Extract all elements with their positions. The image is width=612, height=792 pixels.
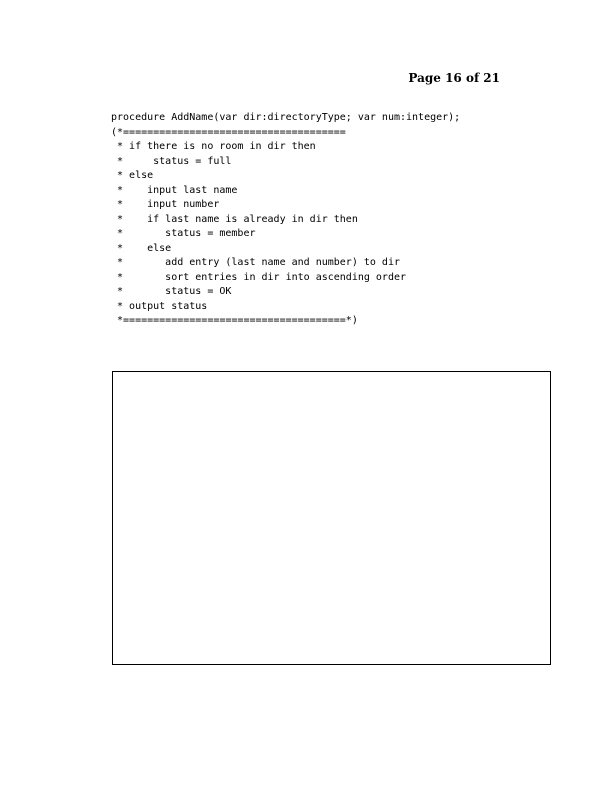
code-line-7: * input number (111, 199, 220, 210)
code-line-15: *=====================================*) (111, 315, 358, 326)
code-line-9: * status = member (111, 228, 256, 239)
code-line-6: * input last name (111, 184, 238, 196)
code-line-12: * sort entries in dir into ascending order (111, 271, 407, 283)
code-line-13: * status = OK (111, 286, 232, 297)
code-line-8: * if last name is already in dir then (111, 213, 358, 225)
code-line-11: * add entry (last name and number) to dir (111, 257, 400, 268)
code-line-2: (*===================================== (111, 126, 346, 138)
code-line-1: procedure AddName(var dir:directoryType; var num:integer); (111, 112, 461, 123)
code-listing (111, 111, 460, 329)
code-line-3: * if there is no room in dir then (111, 141, 316, 152)
answer-box[interactable] (112, 371, 551, 665)
code-line-5: * else (111, 170, 154, 181)
code-line-14: * output status (111, 300, 208, 312)
code-line-10: * else (111, 242, 172, 254)
code-line-4: * status = full (111, 155, 232, 167)
page-number: Page 16 of 21 (408, 71, 500, 85)
